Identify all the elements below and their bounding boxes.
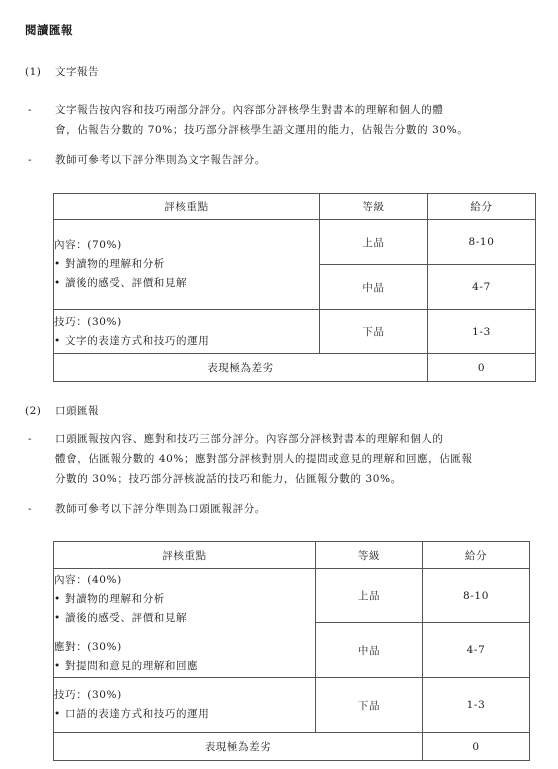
criteria-content [54,569,316,678]
criteria-label: 內容：(70%) [54,239,122,251]
bullet-dot: • [54,258,61,270]
grade-level: 中品 [316,623,423,678]
section-2-bullet-1-line-1: 口頭匯報按內容、應對和技巧三部分評分。內容部分評核對書本的理解和個人的 [55,433,444,445]
criteria-item: 對讀物的理解和分析 [65,258,165,270]
poor-performance-score: 0 [428,354,536,382]
criteria-item: 對讀物的理解和分析 [65,592,165,605]
section-1-number: (1) [25,66,42,78]
criteria-skill [54,310,320,354]
bullet-dot: • [54,592,61,605]
header-level: 等級 [320,194,428,220]
criteria-item: 口語的表達方式和技巧的運用 [65,708,210,720]
table-row [54,310,536,354]
bullet-dash: - [28,503,33,515]
grade-score: 4-7 [428,265,536,310]
section-2-rubric-table [53,541,530,761]
grade-level: 下品 [316,678,423,733]
table-row [54,569,530,623]
table-header-row [54,542,530,569]
header-criteria: 評核重點 [54,194,320,220]
section-1-bullet-1-line-2: 會，佔報告分數的 70%；技巧部分評核學生語文運用的能力，佔報告分數的 30%。 [55,124,469,136]
grade-level: 下品 [320,310,428,354]
header-level: 等級 [316,542,423,569]
header-criteria: 評核重點 [54,542,316,569]
grade-level: 上品 [316,569,423,623]
grade-score: 1-3 [423,678,530,733]
table-row [54,220,536,265]
table-row [54,733,530,761]
section-1-heading [25,64,99,79]
section-2-bullet-2-text: 教師可參考以下評分準則為口頭匯報評分。 [55,503,266,515]
grade-score: 8-10 [423,569,530,623]
bullet-dot: • [54,334,61,347]
section-1-rubric-table [53,193,536,382]
grade-score: 1-3 [428,310,536,354]
bullet-dash: - [28,154,33,166]
criteria-item: 讀後的感受、評價和見解 [65,277,188,289]
grade-score: 8-10 [428,220,536,265]
section-1-bullet-2-text: 教師可參考以下評分準則為文字報告評分。 [55,154,266,166]
grade-level: 中品 [320,265,428,310]
bullet-dash: - [28,433,33,445]
criteria-label: 技巧：(30%) [54,689,122,701]
header-score: 給分 [423,542,530,569]
section-2-bullet-1-line-3: 分數的 30%；技巧部分評核說話的技巧和能力，佔匯報分數的 30%。 [55,473,402,485]
grade-level: 上品 [320,220,428,265]
criteria-label: 應對：(30%) [54,640,122,653]
criteria-label: 內容：(40%) [54,573,122,586]
criteria-item: 對提問和意見的理解和回應 [65,659,199,672]
section-1-title: 文字報告 [55,66,99,78]
bullet-dot: • [54,277,61,289]
criteria-skill [54,678,316,733]
table-row [54,678,530,733]
criteria-item: 文字的表達方式和技巧的運用 [65,334,210,347]
page-title: 閱讀匯報 [25,23,73,37]
bullet-dot: • [54,708,61,720]
criteria-label: 技巧：(30%) [54,315,122,328]
table-header-row [54,194,536,220]
header-score: 給分 [428,194,536,220]
bullet-dash: - [28,104,33,116]
grade-score: 4-7 [423,623,530,678]
bullet-dot: • [54,611,61,624]
table-row [54,354,536,382]
criteria-content [54,220,320,310]
poor-performance-score: 0 [423,733,530,761]
section-2-bullet-1-line-2: 體會，佔匯報分數的 40%；應對部分評核對別人的提問或意見的理解和回應，佔匯報 [55,453,473,465]
section-2-heading [25,403,99,418]
section-2-title: 口頭匯報 [55,405,99,417]
poor-performance-label: 表現極為差劣 [54,733,423,761]
criteria-item: 讀後的感受、評價和見解 [65,611,188,624]
section-1-bullet-1-line-1: 文字報告按內容和技巧兩部分評分。內容部分評核學生對書本的理解和個人的體 [55,104,444,116]
section-2-number: (2) [25,405,42,417]
poor-performance-label: 表現極為差劣 [54,354,428,382]
bullet-dot: • [54,659,61,672]
